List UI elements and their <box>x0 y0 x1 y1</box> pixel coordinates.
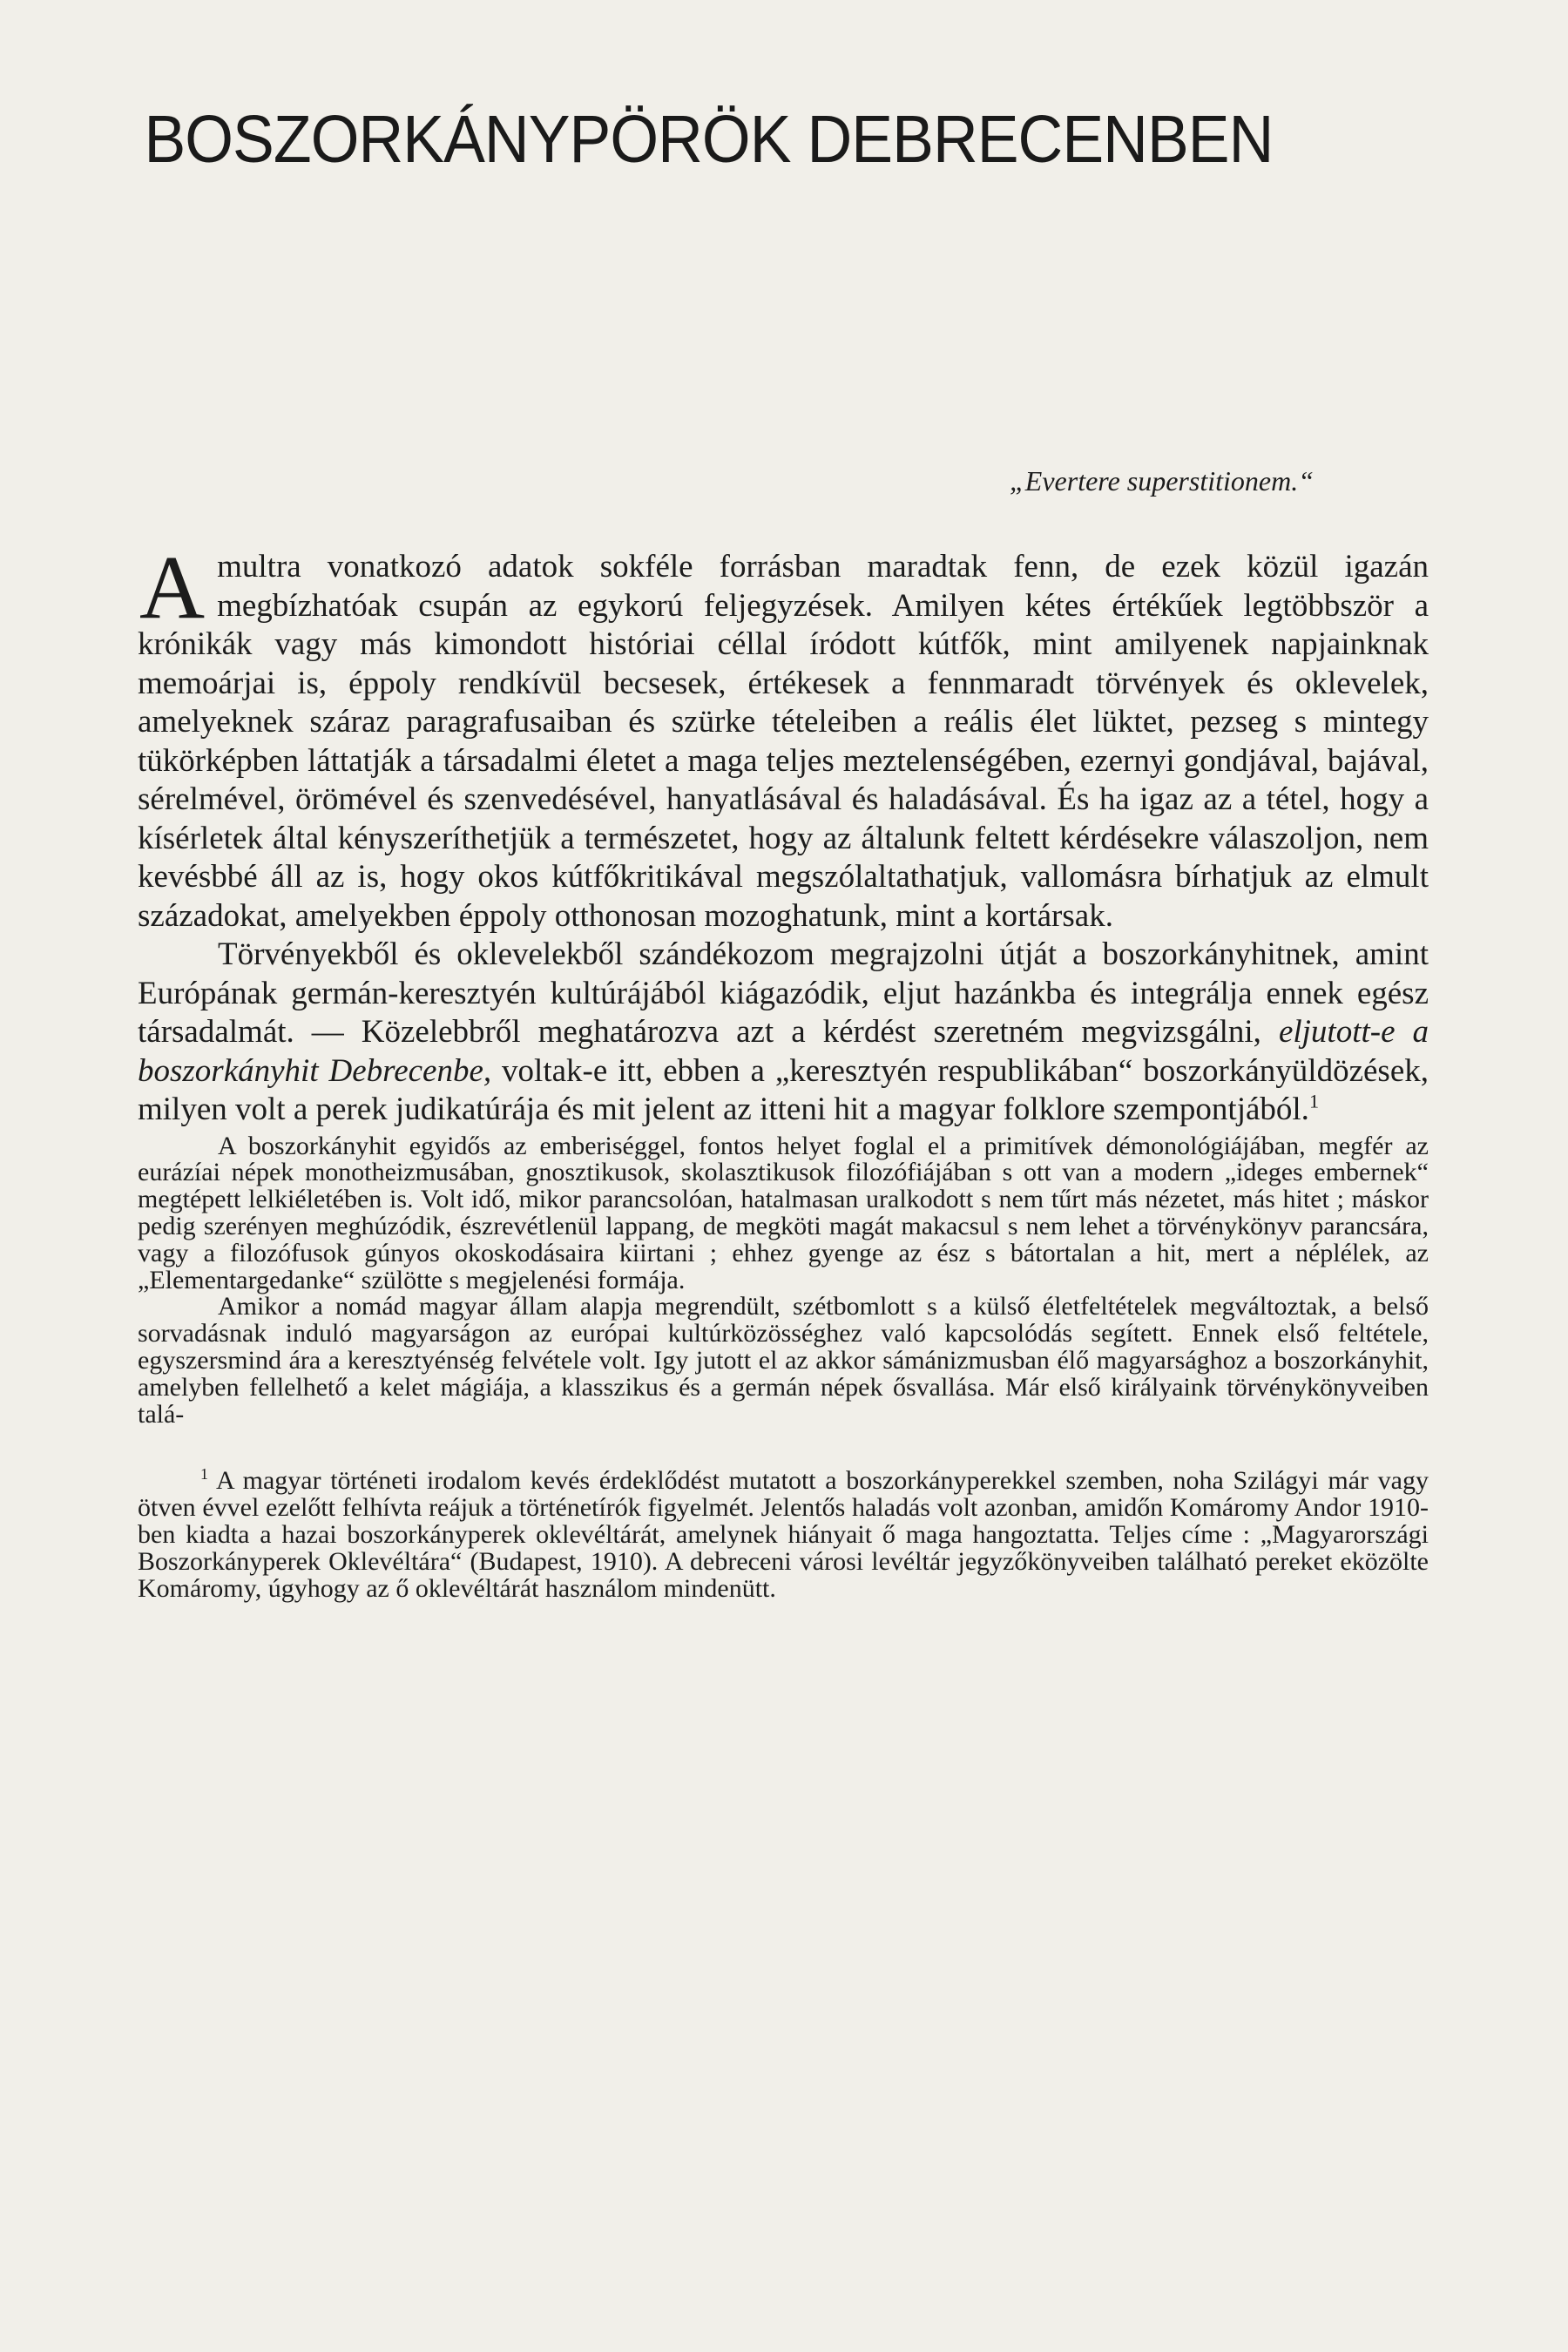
drop-cap: A <box>139 537 206 639</box>
footnote-mark: 1 <box>200 1465 208 1484</box>
paragraph-2-italic: eljutott-e a boszorkányhit Debrecenbe, <box>138 1014 1429 1089</box>
page-title: BOSZORKÁNYPÖRÖK DEBRECENBEN <box>144 102 1274 177</box>
main-text <box>138 537 1429 1130</box>
paragraph-1-text: multra vonatkozó adatok sokféle forrásban maradtak fenn, de ezek közül igazán megbízhatóak csupán az egykorú feljegyzések. Amilyen kétes értékűek legtöbbször a krónikák vagy más kimondott históriai céllal íródott kútfők, mint amilyenek napjainknak memoárjai is, éppoly rendkívül becsesek, értékesek a fennmaradt törvények és oklevelek, amelyeknek száraz paragrafusaiban és szürke tételeiben a reális élet lüktet, pezseg s mintegy tükörképben láttatják a társadalmi életet a maga teljes meztelenségében, ezernyi gondjával, bajával, sérelmével, örömével és szenvedésével, hanyatlásával és haladásával. És ha igaz az a tétel, hogy a kísérletek által kényszeríthetjük a természetet, hogy az általunk feltett kérdésekre válaszoljon, nem kevésbbé áll az is, hogy okos kútfőkritikával megszólaltathatjuk, vallomásra bírhatjuk az elmult századokat, amelyekben éppoly otthonosan mozoghatunk, mint a kortársak. <box>138 549 1429 934</box>
paragraph-4: Amikor a nomád magyar állam alapja megrendült, szétbomlott s a külső életfeltételek megváltoztak, a belső sorvadásnak induló magyarságon az európai kultúrközösséghez való kapcsolódás segített. Ennek első feltétele, egyszersmind ára a keresztyénség felvétele volt. Igy jutott el az akkor sámánizmusban élő magyarsághoz a boszorkányhit, amelyben fellelhető a kelet mágiája, a klasszikus és a germán népek ősvallása. Már első királyaink törvénykönyveiben talá- <box>138 1292 1429 1429</box>
small-print-section <box>138 1133 1429 1429</box>
paragraph-1 <box>138 537 1429 936</box>
footnote <box>138 1465 1429 1603</box>
paragraph-3: A boszorkányhit egyidős az emberiséggel, fontos helyet foglal el a primitívek démonológiájában, megfér az eurázíai népek monotheizmusában, gnosztikusok, skolasztikusok filozófiájában s ott van a modern „ideges embernek“ megtépett lelkiéletében is. Volt idő, mikor parancsolóan, hatalmasan uralkodott s nem tűrt más nézetet, más hitet ; máskor pedig szerényen meghúzódik, észrevétlenül lappang, de megköti magát makacsul s nem lehet a törvénykönyv parancsára, vagy a filozófusok gúnyos okoskodásaira kiirtani ; ehhez gyenge az ész s bátortalan a hit, mert a néplélek, az „Elementargedanke“ szülötte s megjelenési formája. <box>138 1131 1429 1294</box>
footnote-reference: 1 <box>1308 1090 1320 1112</box>
footnote-text: A magyar történeti irodalom kevés érdeklődést mutatott a boszorkányperekkel szemben, noha Szilágyi már vagy ötven évvel ezelőtt felhívta reájuk a történetírók figyelmét. Jelentős haladás volt azonban, amidőn Komáromy Andor 1910-ben kiadta a hazai boszorkányperek oklevéltárát, amelynek hiányait ő maga hangoztatta. Teljes címe : „Magyarországi Boszorkányperek Oklevéltára“ (Budapest, 1910). A debreceni városi levéltár jegyzőkönyveiben található pereket eközölte Komáromy, úgyhogy az ő oklevéltárát használom mindenütt. <box>138 1466 1429 1603</box>
paragraph-2-text-a: Törvényekből és oklevelekből szándékozom megrajzolni útját a boszorkányhitnek, amint Európának germán-keresztyén kultúrájából kiágazódik, eljut hazánkba és integrálja ennek egész társadalmát. — Közelebbről meghatározva azt a kérdést szeretném megvizsgálni, <box>138 936 1429 1051</box>
paragraph-2-text-b: voltak-e itt, ebben a „keresztyén respublikában“ boszorkányüldözések, milyen volt a perek judikatúrája és mit jelent az itteni hit a magyar folklore szempontjából. <box>138 1052 1429 1128</box>
footnote-paragraph <box>138 1465 1429 1603</box>
motto-epigraph: „Evertere superstitionem.“ <box>1010 464 1314 497</box>
paragraph-2 <box>138 936 1429 1130</box>
